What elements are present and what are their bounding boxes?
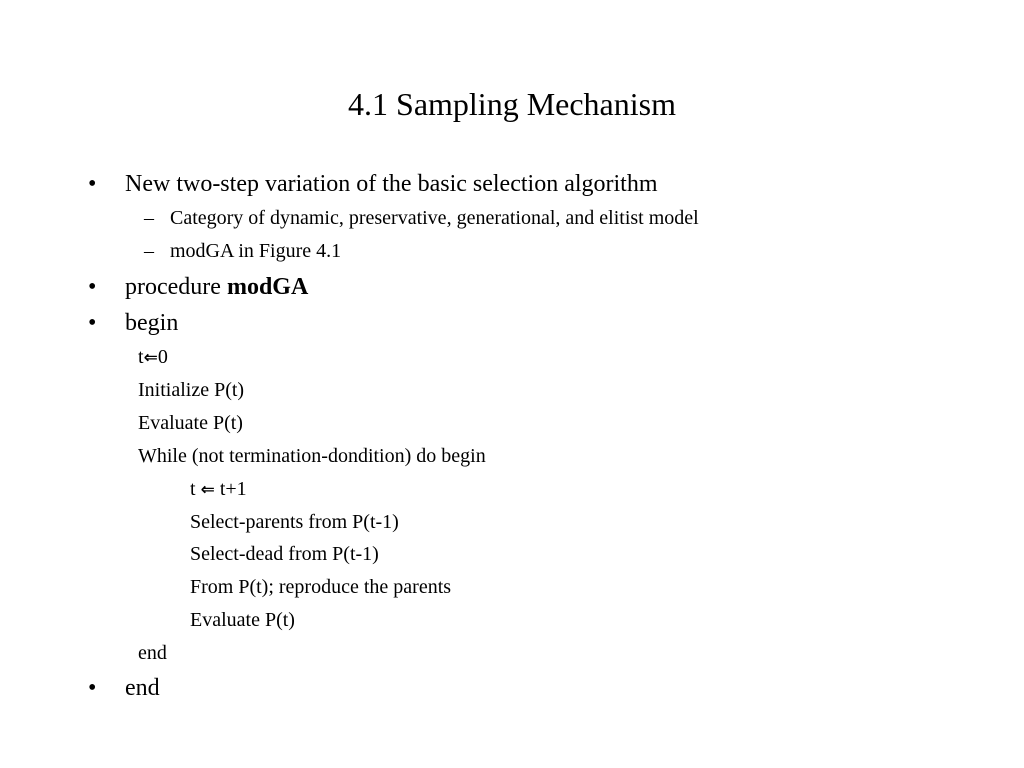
code-line-end-inner: end: [138, 642, 167, 664]
bullet-marker: •: [88, 171, 97, 197]
bullet-marker: •: [88, 274, 97, 300]
left-arrow-icon: ⇐: [200, 480, 215, 500]
sub-item-2: [144, 238, 342, 264]
code-line-select-parents: Select-parents from P(t-1): [190, 511, 399, 533]
bullet-item-1: [88, 169, 658, 199]
bullet-marker: •: [88, 310, 97, 336]
procedure-name: modGA: [226, 274, 309, 300]
dash-marker: –: [144, 207, 154, 229]
code-val: 0: [157, 346, 168, 368]
sub-item-1: [144, 205, 699, 231]
code-val: t+1: [214, 478, 247, 500]
bullet-text: end: [125, 675, 160, 701]
bullet-marker: •: [88, 675, 97, 701]
code-line-evaluate: Evaluate P(t): [138, 412, 243, 434]
code-line-initialize: Initialize P(t): [138, 379, 245, 401]
sub-item-text: Category of dynamic, preservative, generational, and elitist model: [170, 207, 699, 229]
procedure-keyword: procedure: [125, 274, 227, 300]
slide-title: 4.1 Sampling Mechanism: [348, 86, 676, 122]
dash-marker: –: [144, 240, 154, 262]
code-line-select-dead: Select-dead from P(t-1): [190, 543, 379, 565]
code-var: t: [138, 346, 144, 368]
code-line-while: While (not termination-dondition) do begin: [138, 445, 486, 467]
left-arrow-icon: ⇐: [143, 348, 158, 368]
code-line-evaluate-inner: Evaluate P(t): [190, 609, 295, 631]
sub-item-text: modGA in Figure 4.1: [170, 240, 342, 262]
code-line-init: [138, 344, 168, 371]
bullet-item-3: [88, 308, 179, 338]
code-var: t: [190, 478, 201, 500]
code-line-increment: [190, 476, 247, 503]
code-line-reproduce: From P(t); reproduce the parents: [190, 576, 452, 598]
bullet-item-2: [88, 272, 309, 302]
bullet-text: begin: [125, 310, 179, 336]
bullet-item-4: [88, 673, 160, 703]
bullet-text: New two-step variation of the basic selection algorithm: [125, 171, 658, 197]
